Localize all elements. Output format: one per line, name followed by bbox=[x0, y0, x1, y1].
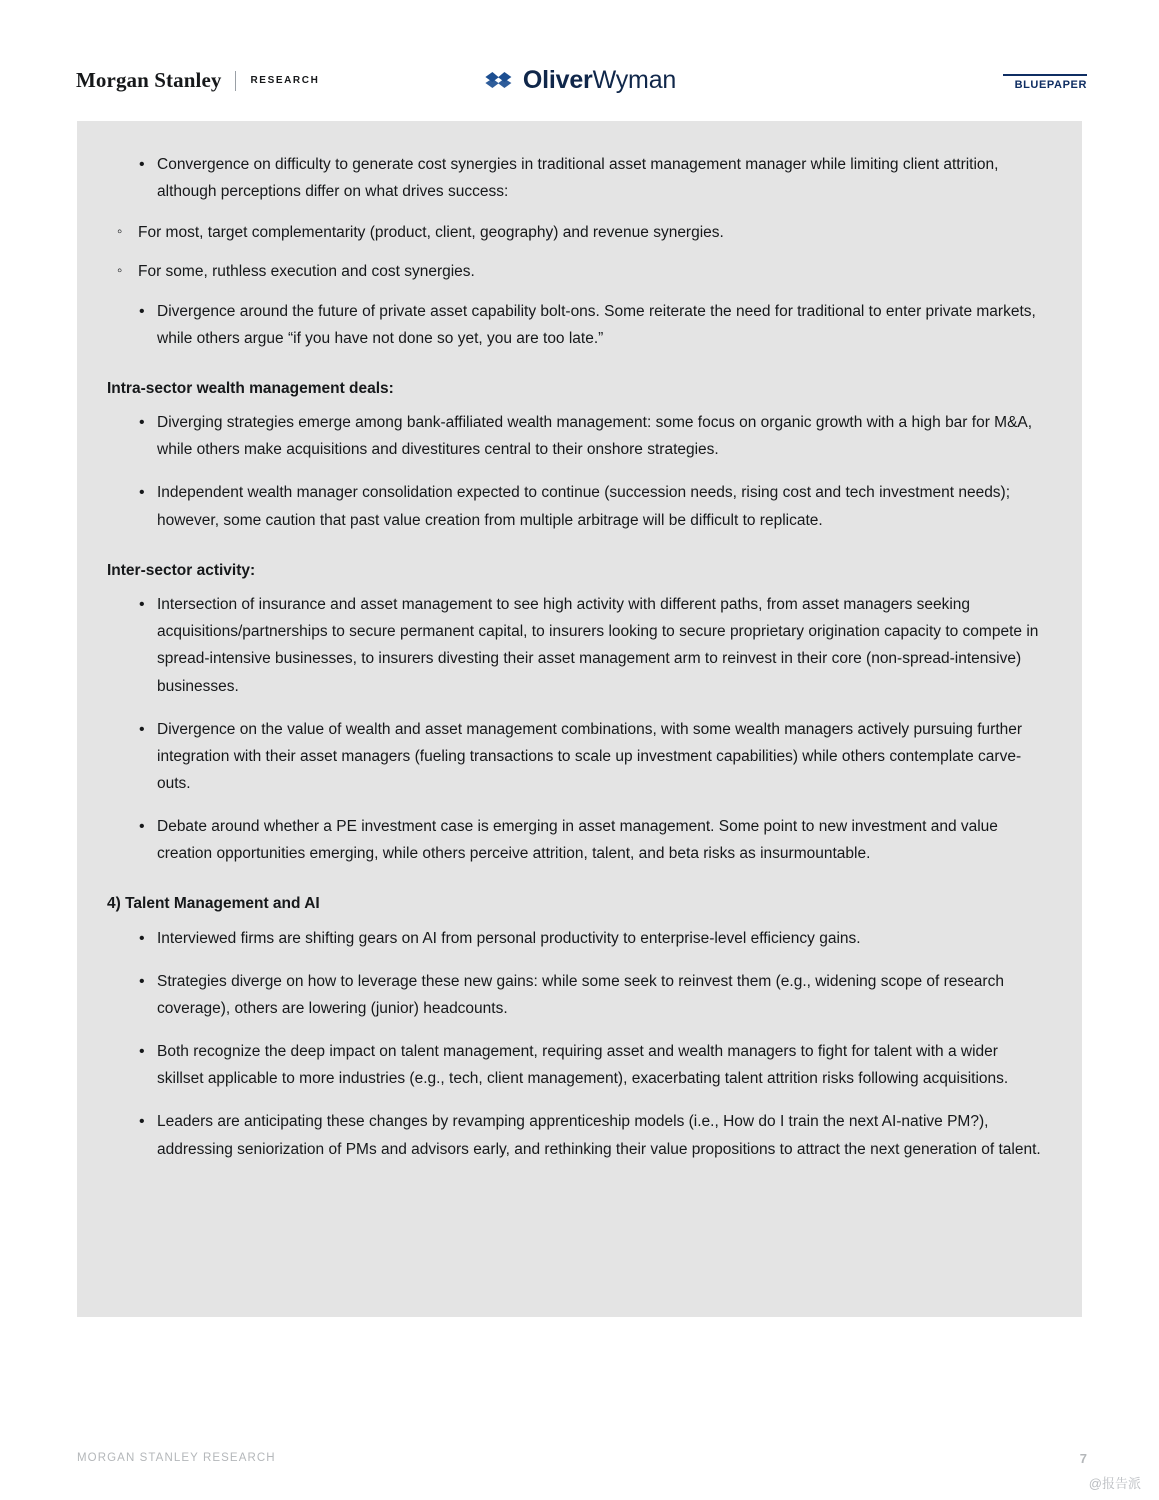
list-item: ◦ For most, target complementarity (product, client, geography) and revenue synergies. bbox=[107, 219, 1048, 246]
footer-source-label: MORGAN STANLEY RESEARCH bbox=[77, 1452, 276, 1464]
list-item: • Intersection of insurance and asset management to see high activity with different paths, from asset managers seeking acquisitions/partnerships to secure permanent capital, to insurers looking to secure proprietary origination capacity to compete in spread-intensive businesses, to insurers divesting their asset management arm to reinvest in their core (non-spread-intensive) businesses. bbox=[107, 591, 1048, 700]
list-item: • Independent wealth manager consolidation expected to continue (succession needs, rising cost and tech investment needs); however, some caution that past value creation from multiple arbitrage will be difficult to replicate. bbox=[107, 479, 1048, 533]
list-item: • Diverging strategies emerge among bank-affiliated wealth management: some focus on organic growth with a high bar for M&A, while others make acquisitions and divestitures central to their onshore strategies. bbox=[107, 409, 1048, 463]
bluepaper-badge bbox=[1003, 74, 1087, 91]
oliver-wyman-mark-icon bbox=[483, 71, 513, 91]
page-header bbox=[0, 60, 1159, 110]
divergence-bullet-list bbox=[107, 298, 1048, 352]
section-intra-sector bbox=[107, 378, 1048, 534]
bluepaper-label: BLUEPAPER bbox=[1014, 79, 1087, 91]
logo-divider bbox=[235, 71, 236, 91]
list-item: • Convergence on difficulty to generate cost synergies in traditional asset management manager while limiting client attrition, although perceptions differ on what drives success: bbox=[107, 151, 1048, 205]
morgan-stanley-wordmark: Morgan Stanley bbox=[76, 68, 222, 92]
page-footer bbox=[0, 1390, 1159, 1500]
list-item: • Divergence on the value of wealth and asset management combinations, with some wealth managers actively pursuing further integration with their asset managers (fueling transactions to scale up investment capabilities) while others contemplate carve-outs. bbox=[107, 716, 1048, 797]
section-bullet-list bbox=[107, 591, 1048, 867]
list-item: • Leaders are anticipating these changes by revamping apprenticeship models (i.e., How do I train the next AI-native PM?), addressing seniorization of PMs and advisors early, and rethinking their value propositions to attract the next generation of talent. bbox=[107, 1108, 1048, 1162]
oliver-wyman-wordmark bbox=[523, 66, 676, 95]
section-inter-sector bbox=[107, 560, 1048, 868]
list-item: • Interviewed firms are shifting gears on AI from personal productivity to enterprise-level efficiency gains. bbox=[107, 925, 1048, 952]
list-item: ◦ For some, ruthless execution and cost synergies. bbox=[107, 258, 1048, 285]
oliver-wyman-wordmark-light: Wyman bbox=[592, 66, 677, 94]
bluepaper-rule bbox=[1003, 74, 1087, 76]
morgan-stanley-research-label: RESEARCH bbox=[250, 75, 320, 86]
section-bullet-list bbox=[107, 925, 1048, 1163]
content-panel bbox=[77, 121, 1082, 1317]
list-item: • Strategies diverge on how to leverage these new gains: while some seek to reinvest them (e.g., widening scope of research coverage), others are lowering (junior) headcounts. bbox=[107, 968, 1048, 1022]
page-number: 7 bbox=[1079, 1451, 1087, 1466]
intro-sub-bullet-list bbox=[107, 219, 1048, 285]
section-heading: Inter-sector activity: bbox=[107, 561, 256, 579]
oliver-wyman-wordmark-bold: Oliver bbox=[522, 66, 593, 94]
section-heading: 4) Talent Management and AI bbox=[107, 895, 320, 913]
list-item: • Both recognize the deep impact on talent management, requiring asset and wealth managers to fight for talent with a wider skillset applicable to more industries (e.g., tech, client management), exacerbating talent attrition risks following acquisitions. bbox=[107, 1038, 1048, 1092]
list-item: • Divergence around the future of private asset capability bolt-ons. Some reiterate the need for traditional to enter private markets, while others argue “if you have not done so yet, you are too late.” bbox=[107, 298, 1048, 352]
section-heading: Intra-sector wealth management deals: bbox=[107, 379, 394, 397]
section-talent-management-ai bbox=[107, 893, 1048, 1162]
oliver-wyman-logo bbox=[483, 66, 676, 95]
intro-bullet-list bbox=[107, 151, 1048, 205]
section-bullet-list bbox=[107, 409, 1048, 534]
list-item: • Debate around whether a PE investment case is emerging in asset management. Some point to new investment and value creation opportunities emerging, while others perceive attrition, talent, and beta risks as insurmountable. bbox=[107, 813, 1048, 867]
morgan-stanley-logo bbox=[76, 68, 319, 93]
watermark-label: @报告派 bbox=[1088, 1476, 1141, 1491]
